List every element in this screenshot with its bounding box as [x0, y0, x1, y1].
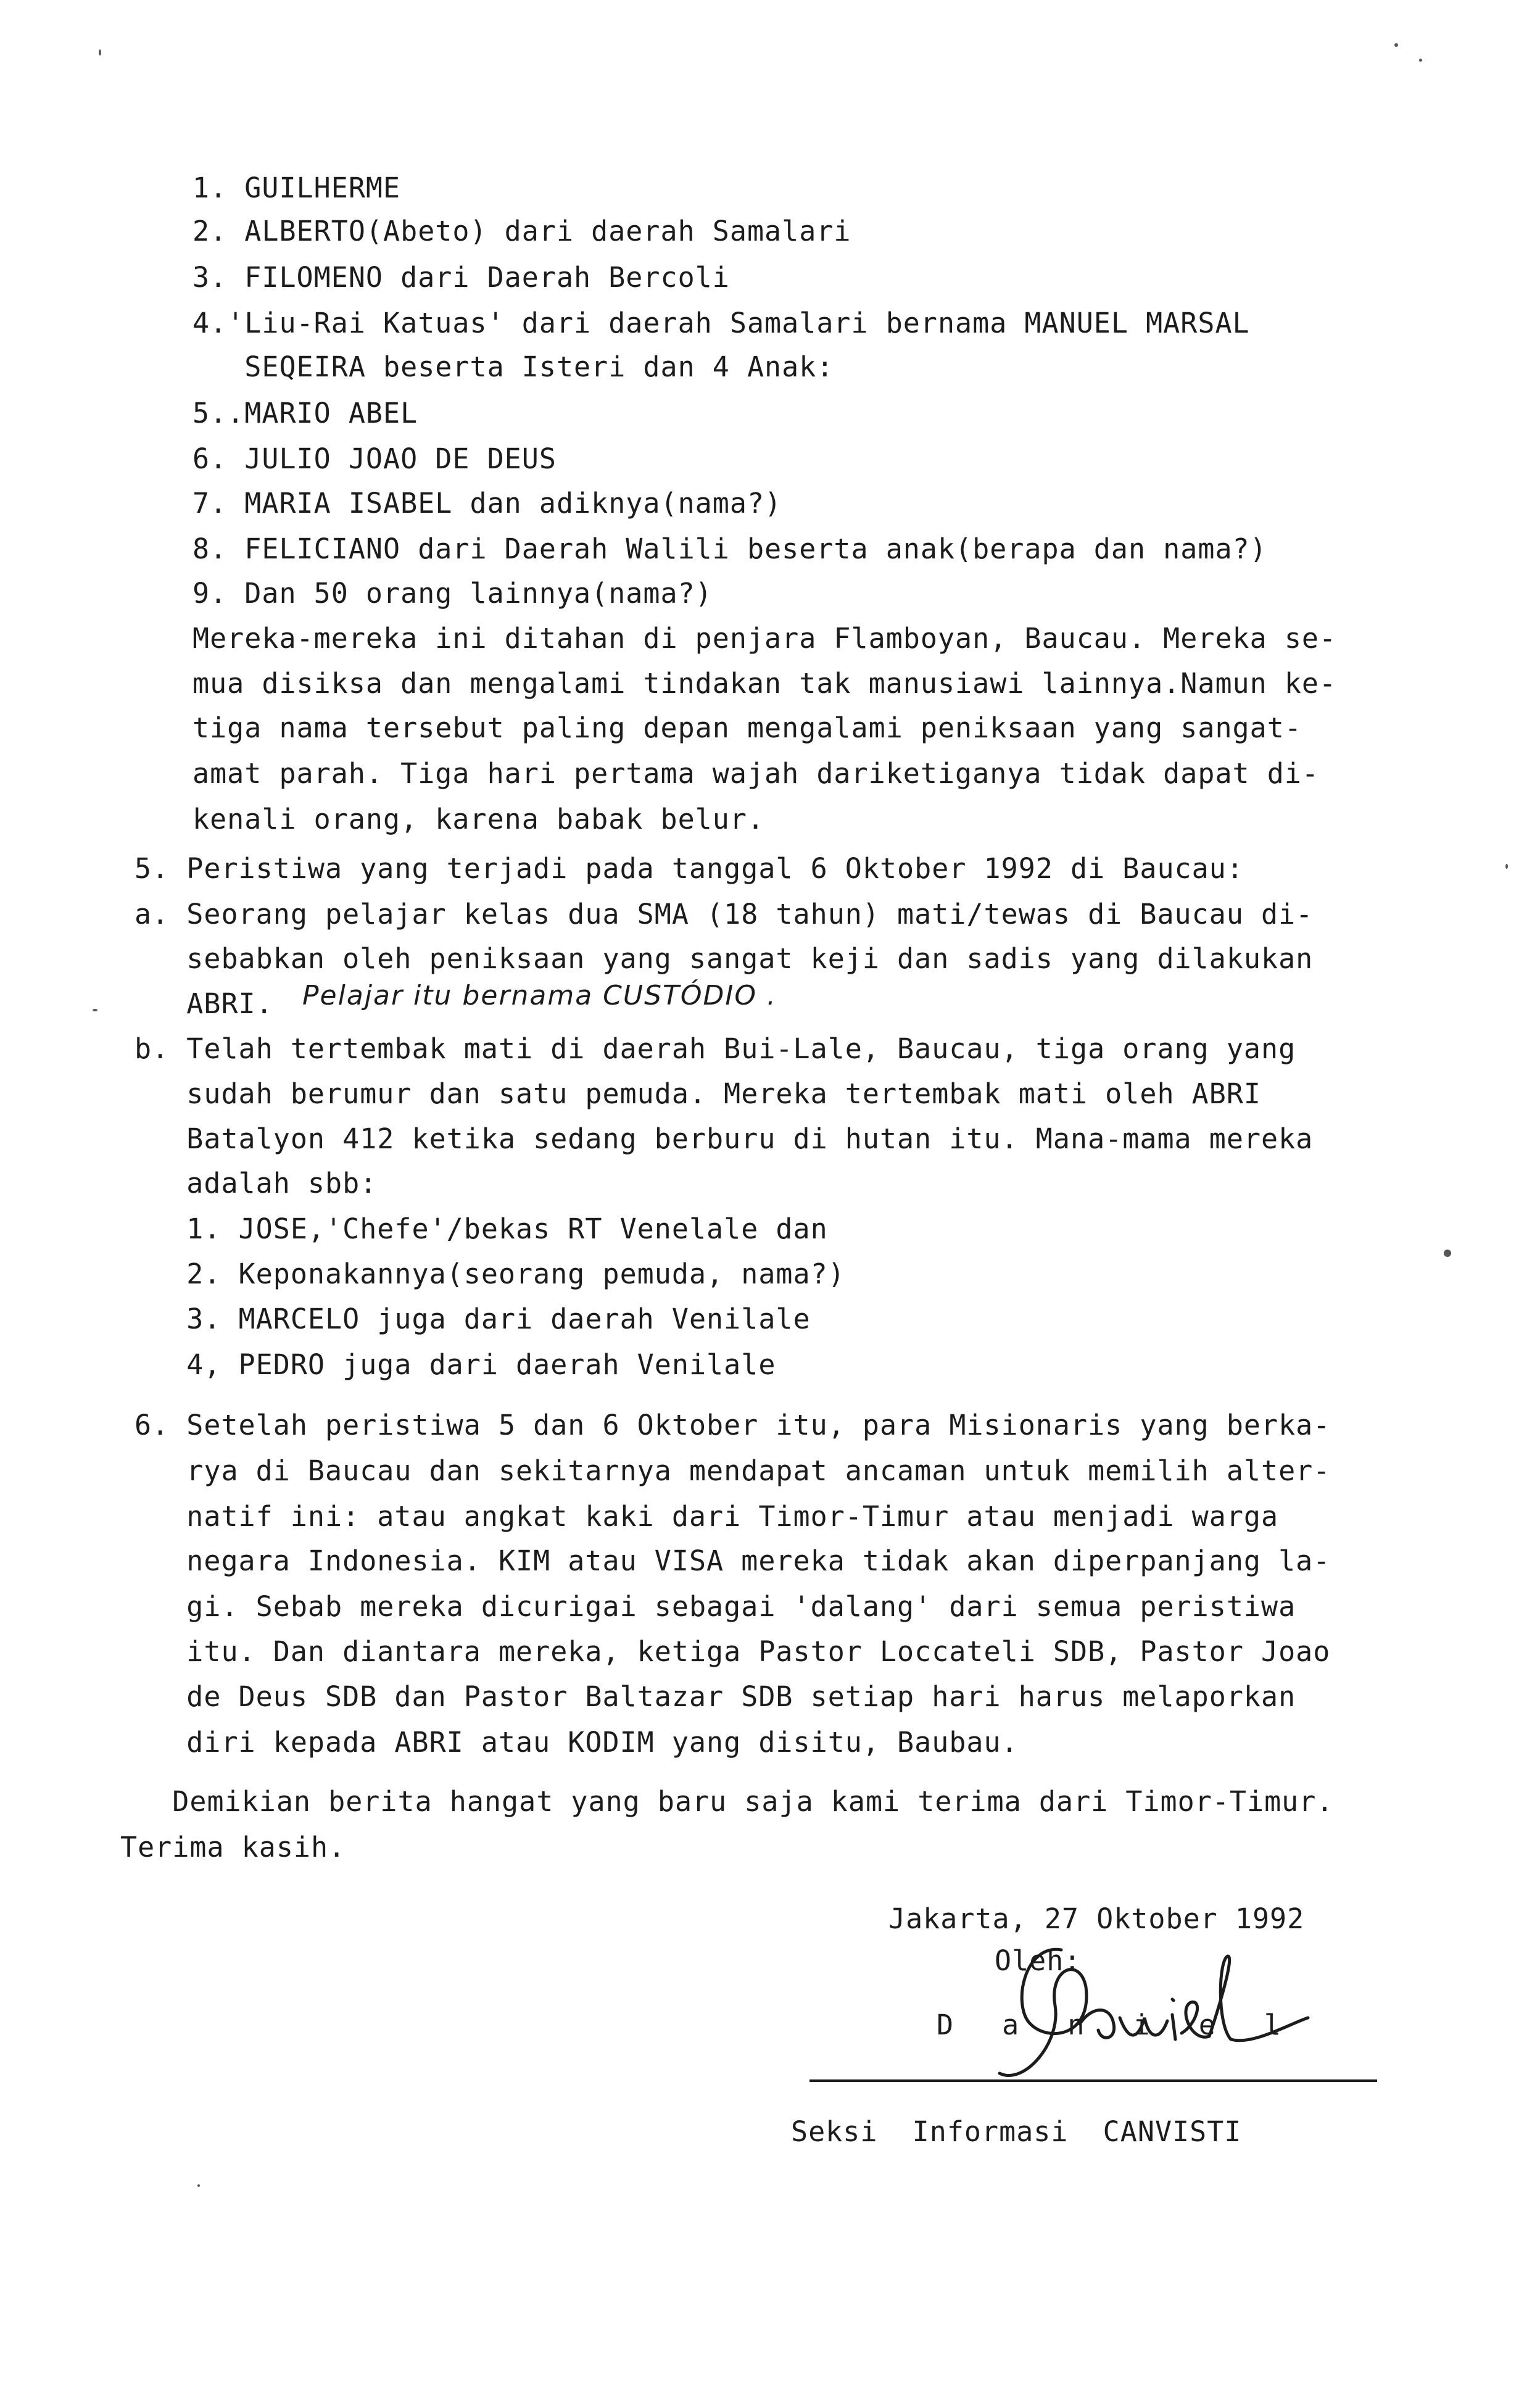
list-item: 3. MARCELO juga dari daerah Venilale [135, 1303, 811, 1335]
list-item: 5..MARIO ABEL [192, 397, 418, 429]
paragraph-line: diri kepada ABRI atau KODIM yang disitu, Baubau. [135, 1726, 1019, 1759]
scan-speck [197, 2184, 200, 2187]
paragraph-line: rya di Baucau dan sekitarnya mendapat ancaman untuk memilih alter- [135, 1454, 1331, 1487]
list-item: 2. Keponakannya(seorang pemuda, nama?) [135, 1258, 845, 1290]
list-item: 1. JOSE,'Chefe'/bekas RT Venelale dan [135, 1213, 828, 1245]
list-item: 4.'Liu-Rai Katuas' dari daerah Samalari bernama MANUEL MARSAL [192, 307, 1250, 339]
list-item: 1. GUILHERME [192, 172, 401, 204]
place-date: Jakarta, 27 Oktober 1992 [888, 1902, 1305, 1935]
list-item: 7. MARIA ISABEL dan adiknya(nama?) [192, 487, 782, 520]
paragraph-line: a. Seorang pelajar kelas dua SMA (18 tahun) mati/tewas di Baucau di- [135, 898, 1314, 931]
list-item: SEQEIRA beserta Isteri dan 4 Anak: [192, 350, 834, 383]
closing-line: Demikian berita hangat yang baru saja kami terima dari Timor-Timur. [120, 1785, 1334, 1818]
paragraph-line: de Deus SDB dan Pastor Baltazar SDB setiap hari harus melaporkan [135, 1680, 1296, 1713]
paragraph-line: sebabkan oleh peniksaan yang sangat keji dan sadis yang dilakukan [135, 942, 1314, 975]
paragraph-line: kenali orang, karena babak belur. [192, 803, 765, 835]
list-item: 8. FELICIANO dari Daerah Walili beserta anak(berapa dan nama?) [192, 533, 1267, 565]
paragraph-line: itu. Dan diantara mereka, ketiga Pastor Loccateli SDB, Pastor Joao [135, 1635, 1331, 1668]
paragraph-line: Mereka-mereka ini ditahan di penjara Flamboyan, Baucau. Mereka se- [192, 622, 1337, 655]
closing-line: Terima kasih. [120, 1831, 346, 1864]
paragraph-line: amat parah. Tiga hari pertama wajah dariketiganya tidak dapat di- [192, 757, 1319, 790]
paragraph-line: 6. Setelah peristiwa 5 dan 6 Oktober itu, para Misionaris yang berka- [135, 1409, 1331, 1441]
paragraph-line: adalah sbb: [135, 1167, 378, 1200]
scan-speck [1394, 43, 1398, 47]
list-item: 2. ALBERTO(Abeto) dari daerah Samalari [192, 215, 851, 247]
list-item: 9. Dan 50 orang lainnya(nama?) [192, 577, 713, 610]
scan-speck [1419, 59, 1422, 62]
paragraph-line: b. Telah tertembak mati di daerah Bui-Lale, Baucau, tiga orang yang [135, 1032, 1296, 1065]
paragraph-line: natif ini: atau angkat kaki dari Timor-Timur atau menjadi warga [135, 1500, 1279, 1533]
signatory-position: Seksi Informasi CANVISTI [791, 2115, 1242, 2148]
paragraph-line: mua disiksa dan mengalami tindakan tak manusiawi lainnya.Namun ke- [192, 667, 1337, 700]
scan-speck [99, 49, 101, 56]
paragraph-line: negara Indonesia. KIM atau VISA mereka tidak akan diperpanjang la- [135, 1544, 1331, 1577]
signatory-name: D a n i e l [937, 2009, 1298, 2041]
section-heading: 5. Peristiwa yang terjadi pada tanggal 6 Oktober 1992 di Baucau: [135, 852, 1244, 885]
handwritten-note: Pelajar itu bernama CUSTÓDIO . [302, 980, 777, 1011]
scan-speck [1505, 864, 1508, 869]
scan-speck [1444, 1250, 1451, 1257]
list-item: 3. FILOMENO dari Daerah Bercoli [192, 261, 730, 294]
list-item: 6. JULIO JOAO DE DEUS [192, 442, 557, 475]
paragraph-line: ABRI. [135, 987, 273, 1020]
paragraph-line: tiga nama tersebut paling depan mengalami peniksaan yang sangat- [192, 711, 1302, 744]
paragraph-line: Batalyon 412 ketika sedang berburu di hutan itu. Mana-mama mereka [135, 1122, 1314, 1155]
signature-rule [809, 2079, 1377, 2082]
list-item: 4, PEDRO juga dari daerah Venilale [135, 1348, 776, 1381]
paragraph-line: gi. Sebab mereka dicurigai sebagai 'dalang' dari semua peristiwa [135, 1590, 1296, 1623]
scan-speck [93, 1009, 97, 1011]
paragraph-line: sudah berumur dan satu pemuda. Mereka tertembak mati oleh ABRI [135, 1077, 1261, 1110]
signed-by-label: Oleh: [995, 1944, 1082, 1977]
